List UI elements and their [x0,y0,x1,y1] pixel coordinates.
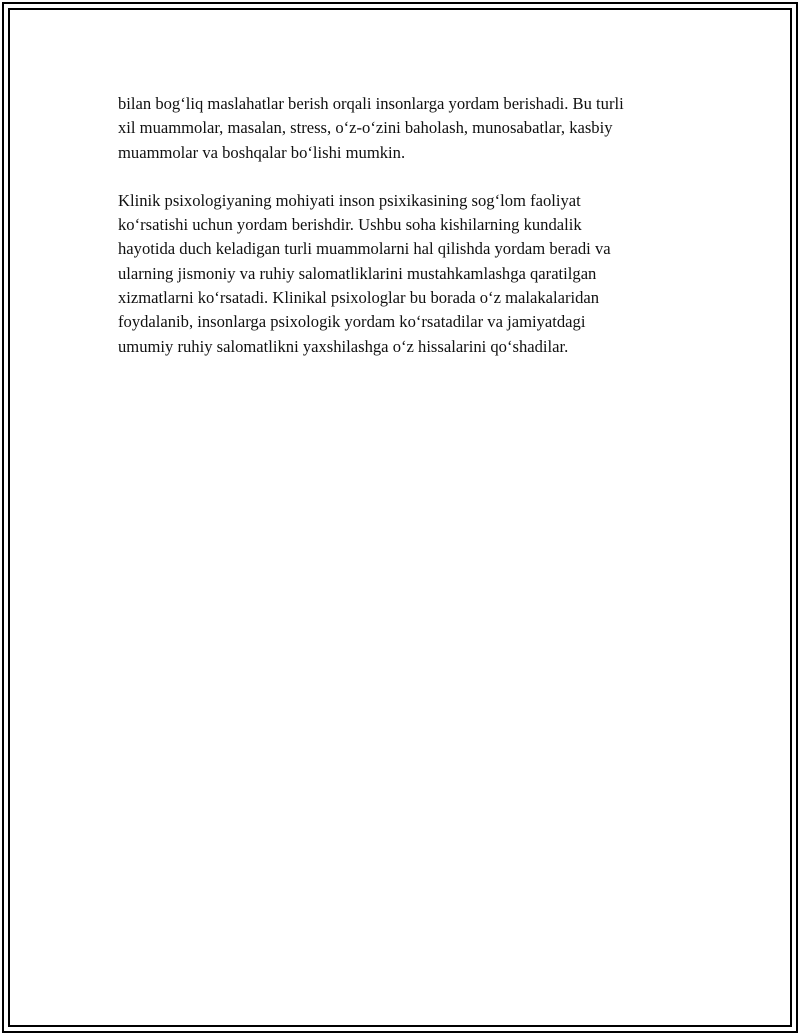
document-body [118,92,698,383]
paragraph-1: bilan bog‘liq maslahatlar berish orqali insonlarga yordam berishadi. Bu turli xil muammolar, masalan, stress, o‘z-o‘zini baholash, munosabatlar, kasbiy muammolar va boshqalar bo‘lishi mumkin. [118,94,624,162]
paragraph-2: Klinik psixologiyaning mohiyati inson psixikasining sog‘lom faoliyat ko‘rsatishi uchun yordam berishdir. Ushbu soha kishilarning kundalik hayotida duch keladigan turli muammolarni hal qilishda yordam beradi va ularning jismoniy va ruhiy salomatliklarini mustahkamlashga qaratilgan xizmatlarni ko‘rsatadi. Klinikal psixologlar bu borada o‘z malakalaridan foydalanib, insonlarga psixologik yordam ko‘rsatadilar va jamiyatdagi umumiy ruhiy salomatlikni yaxshilashga o‘z hissalarini qo‘shadilar. [118,190,611,356]
